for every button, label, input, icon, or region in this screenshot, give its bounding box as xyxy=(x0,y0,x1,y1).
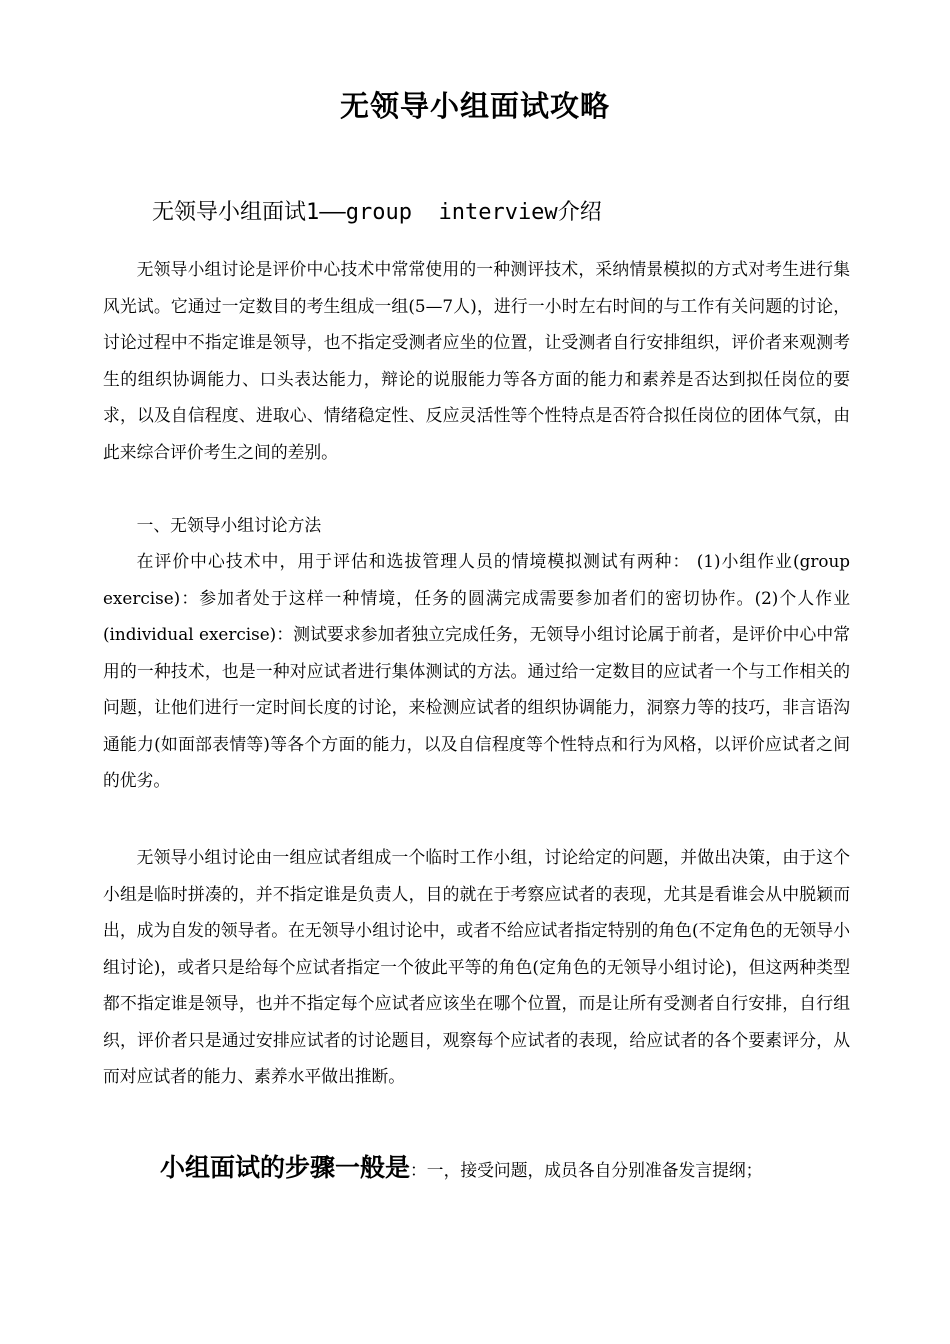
section-subtitle xyxy=(152,196,602,230)
intro-paragraph: 无领导小组讨论是评价中心技术中常常使用的一种测评技术，采纳情景模拟的方式对考生进行集风光试。它通过一定数目的考生组成一组(5—7人)，进行一小时左右时间的与工作有关问题的讨论，讨论过程中不指定谁是领导，也不指定受测者应坐的位置，让受测者自行安排组织，评价者来观测考生的组织协调能力、口头表达能力，辩论的说服能力等各方面的能力和素养是否达到拟任岗位的要求，以及自信程度、进取心、情绪稳定性、反应灵活性等个性特点是否符合拟任岗位的团体气氛，由此来综合评价考生之间的差别。 xyxy=(103,259,850,462)
steps-heading: 小组面试的步骤一般是 xyxy=(160,1153,411,1182)
subtitle-suffix: 介绍 xyxy=(557,200,602,225)
method-heading: 一、无领导小组讨论方法 xyxy=(136,515,322,535)
subtitle-prefix: 无领导小组面试 xyxy=(152,200,307,225)
method-paragraph: 在评价中心技术中，用于评估和选拔管理人员的情境模拟测试有两种： (1)小组作业(group exercise)：参加者处于这样一种情境，任务的圆满完成需要参加者们的密切协作。(2)个人作业(individual exercise)：测试要求参加者独立完成任务，无领导小组讨论属于前者，是评价中心中常用的一种技术，也是一种对应试者进行集体测试的方法。通过给一定数目的应试者一个与工作相关的问题，让他们进行一定时间长度的讨论，来检测应试者的组织协调能力，洞察力等的技巧，非言语沟通能力(如面部表情等)等各个方面的能力，以及自信程度等个性特点和行为风格，以评价应试者之间的优劣。 xyxy=(103,551,850,790)
steps-line xyxy=(160,1146,762,1193)
document-title: 无领导小组面试攻略 xyxy=(339,89,610,123)
discussion-paragraph: 无领导小组讨论由一组应试者组成一个临时工作小组，讨论给定的问题，并做出决策，由于这个小组是临时拼凑的，并不指定谁是负责人，目的就在于考察应试者的表现，尤其是看谁会从中脱颖而出，成为自发的领导者。在无领导小组讨论中，或者不给应试者指定特别的角色(不定角色的无领导小组讨论)，或者只是给每个应试者指定一个彼此平等的角色(定角色的无领导小组讨论)，但这两种类型都不指定谁是领导，也并不指定每个应试者应该坐在哪个位置，而是让所有受测者自行安排，自行组织，评价者只是通过安排应试者的讨论题目，观察每个应试者的表现，给应试者的各个要素评分，从而对应试者的能力、素养水平做出推断。 xyxy=(103,847,850,1086)
steps-text: ：一，接受问题，成员各自分别准备发言提纲； xyxy=(410,1160,763,1180)
subtitle-code: 1——group interview xyxy=(306,200,558,225)
